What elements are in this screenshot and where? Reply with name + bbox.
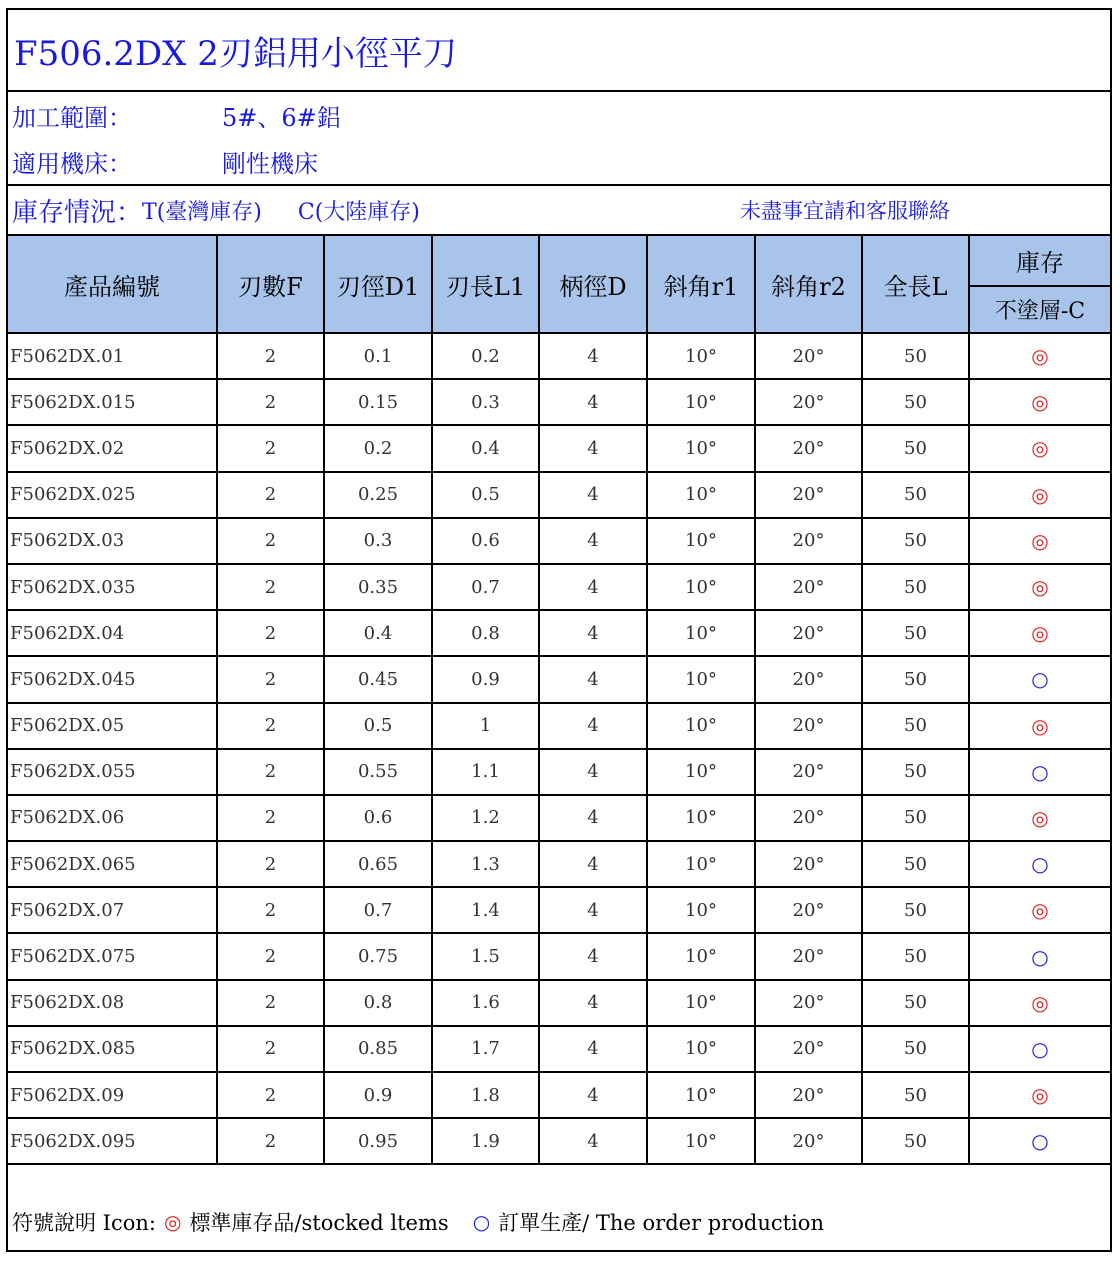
stocked-symbol-icon: ◎: [1031, 390, 1049, 415]
cell-d1: 0.9: [324, 1072, 432, 1118]
table-row: [8, 703, 1110, 749]
stocked-symbol-icon: ◎: [1031, 713, 1049, 738]
table-row: [8, 795, 1110, 841]
cell-length: 50: [862, 933, 969, 979]
machine-label: 適用機床：: [12, 149, 132, 178]
header-shank: 柄徑D: [539, 236, 647, 333]
cell-flutes: 2: [217, 610, 324, 656]
cell-shank: 4: [539, 841, 647, 887]
cell-code: F5062DX.07: [8, 887, 217, 933]
cell-stock: [969, 1072, 1110, 1118]
stocked-symbol-icon: ◎: [1031, 344, 1049, 369]
table-row: [8, 518, 1110, 564]
cell-r2: 20°: [755, 333, 862, 379]
order-symbol-icon: ○: [1031, 944, 1049, 969]
cell-flutes: 2: [217, 656, 324, 702]
cell-code: F5062DX.06: [8, 795, 217, 841]
cell-shank: 4: [539, 379, 647, 425]
cell-l1: 0.4: [432, 425, 539, 471]
cell-shank: 4: [539, 1118, 647, 1164]
header-flutes: 刃數F: [217, 236, 324, 333]
cell-code: F5062DX.065: [8, 841, 217, 887]
cell-r1: 10°: [647, 425, 755, 471]
cell-shank: 4: [539, 887, 647, 933]
cell-r2: 20°: [755, 518, 862, 564]
cell-flutes: 2: [217, 1072, 324, 1118]
order-symbol-icon: ○: [1031, 667, 1049, 692]
cell-flutes: 2: [217, 703, 324, 749]
cell-flutes: 2: [217, 980, 324, 1026]
cell-r2: 20°: [755, 379, 862, 425]
cell-r2: 20°: [755, 933, 862, 979]
cell-r1: 10°: [647, 656, 755, 702]
cell-r1: 10°: [647, 472, 755, 518]
cell-flutes: 2: [217, 749, 324, 795]
cell-length: 50: [862, 333, 969, 379]
legend: [8, 1194, 1110, 1250]
cell-shank: 4: [539, 610, 647, 656]
cell-stock: [969, 795, 1110, 841]
cell-r2: 20°: [755, 703, 862, 749]
cell-code: F5062DX.085: [8, 1026, 217, 1072]
cell-r1: 10°: [647, 1072, 755, 1118]
cell-l1: 1.3: [432, 841, 539, 887]
cell-code: F5062DX.05: [8, 703, 217, 749]
header-d1: 刃徑D1: [324, 236, 432, 333]
cell-flutes: 2: [217, 472, 324, 518]
cell-r1: 10°: [647, 749, 755, 795]
cell-r1: 10°: [647, 1118, 755, 1164]
cell-length: 50: [862, 1026, 969, 1072]
cell-stock: [969, 1026, 1110, 1072]
table-row: [8, 610, 1110, 656]
cell-l1: 1.6: [432, 980, 539, 1026]
table-row: [8, 379, 1110, 425]
stocked-symbol-icon: ◎: [1031, 1083, 1049, 1108]
order-symbol-icon: ○: [1031, 852, 1049, 877]
cell-shank: 4: [539, 1072, 647, 1118]
cell-d1: 0.35: [324, 564, 432, 610]
cell-stock: [969, 379, 1110, 425]
cell-code: F5062DX.02: [8, 425, 217, 471]
cell-r2: 20°: [755, 425, 862, 471]
cell-flutes: 2: [217, 1026, 324, 1072]
cell-length: 50: [862, 703, 969, 749]
cell-flutes: 2: [217, 564, 324, 610]
stocked-symbol-icon: ◎: [1031, 575, 1049, 600]
cell-code: F5062DX.01: [8, 333, 217, 379]
cell-r2: 20°: [755, 887, 862, 933]
cell-d1: 0.95: [324, 1118, 432, 1164]
cell-r2: 20°: [755, 472, 862, 518]
cell-flutes: 2: [217, 795, 324, 841]
cell-r2: 20°: [755, 1026, 862, 1072]
header-code: 產品編號: [8, 236, 217, 333]
cell-code: F5062DX.03: [8, 518, 217, 564]
table-row: [8, 472, 1110, 518]
stocked-symbol-icon: ◎: [1031, 528, 1049, 553]
cell-length: 50: [862, 564, 969, 610]
table-row: [8, 656, 1110, 702]
cell-shank: 4: [539, 472, 647, 518]
cell-shank: 4: [539, 980, 647, 1026]
table-row: [8, 1072, 1110, 1118]
product-table: [8, 236, 1110, 1165]
cell-r1: 10°: [647, 795, 755, 841]
cell-stock: [969, 980, 1110, 1026]
cell-r2: 20°: [755, 795, 862, 841]
cell-code: F5062DX.015: [8, 379, 217, 425]
table-row: [8, 564, 1110, 610]
cell-stock: [969, 518, 1110, 564]
cell-l1: 0.7: [432, 564, 539, 610]
cell-shank: 4: [539, 749, 647, 795]
cell-shank: 4: [539, 425, 647, 471]
cell-length: 50: [862, 749, 969, 795]
cell-code: F5062DX.08: [8, 980, 217, 1026]
stocked-symbol-icon: ◎: [1031, 621, 1049, 646]
cell-length: 50: [862, 610, 969, 656]
cell-r1: 10°: [647, 980, 755, 1026]
cell-r1: 10°: [647, 518, 755, 564]
cell-l1: 1.4: [432, 887, 539, 933]
cell-length: 50: [862, 887, 969, 933]
cell-d1: 0.5: [324, 703, 432, 749]
cell-length: 50: [862, 980, 969, 1026]
cell-d1: 0.2: [324, 425, 432, 471]
table-body: [8, 333, 1110, 1164]
cell-l1: 0.6: [432, 518, 539, 564]
cell-code: F5062DX.095: [8, 1118, 217, 1164]
cell-d1: 0.1: [324, 333, 432, 379]
cell-r2: 20°: [755, 841, 862, 887]
header-r1: 斜角r1: [647, 236, 755, 333]
header-r2: 斜角r2: [755, 236, 862, 333]
cell-l1: 0.3: [432, 379, 539, 425]
cell-shank: 4: [539, 518, 647, 564]
cell-l1: 0.2: [432, 333, 539, 379]
cell-l1: 1.5: [432, 933, 539, 979]
stock-label: 庫存情況：: [12, 197, 143, 228]
cell-r2: 20°: [755, 749, 862, 795]
cell-d1: 0.85: [324, 1026, 432, 1072]
header-stock-sub: 不塗層-C: [969, 286, 1110, 333]
cell-code: F5062DX.075: [8, 933, 217, 979]
cell-l1: 1.8: [432, 1072, 539, 1118]
cell-flutes: 2: [217, 933, 324, 979]
cell-r2: 20°: [755, 564, 862, 610]
stocked-symbol-icon: ◎: [1031, 990, 1049, 1015]
order-symbol-icon: ○: [1031, 1129, 1049, 1154]
table-row: [8, 1118, 1110, 1164]
info-machine: [8, 138, 1110, 184]
cell-shank: 4: [539, 564, 647, 610]
cell-code: F5062DX.09: [8, 1072, 217, 1118]
stock-china: C(大陸庫存): [297, 199, 420, 225]
cell-stock: [969, 610, 1110, 656]
cell-stock: [969, 656, 1110, 702]
cell-code: F5062DX.045: [8, 656, 217, 702]
table-row: [8, 933, 1110, 979]
header-length: 全長L: [862, 236, 969, 333]
cell-l1: 0.9: [432, 656, 539, 702]
cell-stock: [969, 887, 1110, 933]
stocked-symbol-icon: ◎: [163, 1210, 182, 1234]
cell-d1: 0.4: [324, 610, 432, 656]
header-l1: 刃長L1: [432, 236, 539, 333]
cell-r2: 20°: [755, 656, 862, 702]
table-row: [8, 841, 1110, 887]
cell-stock: [969, 749, 1110, 795]
cell-length: 50: [862, 841, 969, 887]
cell-r1: 10°: [647, 610, 755, 656]
contact-note: 未盡事宜請和客服聯絡: [740, 199, 950, 223]
cell-l1: 1.1: [432, 749, 539, 795]
cell-l1: 0.5: [432, 472, 539, 518]
order-symbol-icon: ○: [1031, 1036, 1049, 1061]
cell-stock: [969, 564, 1110, 610]
cell-r1: 10°: [647, 933, 755, 979]
cell-length: 50: [862, 379, 969, 425]
cell-stock: [969, 425, 1110, 471]
cell-flutes: 2: [217, 841, 324, 887]
stocked-symbol-icon: ◎: [1031, 805, 1049, 830]
table-row: [8, 425, 1110, 471]
cell-r2: 20°: [755, 980, 862, 1026]
order-symbol-icon: ○: [1031, 759, 1049, 784]
cell-r1: 10°: [647, 1026, 755, 1072]
cell-shank: 4: [539, 933, 647, 979]
cell-d1: 0.3: [324, 518, 432, 564]
cell-l1: 1.9: [432, 1118, 539, 1164]
order-symbol-icon: ○: [472, 1210, 491, 1234]
stocked-symbol-icon: ◎: [1031, 898, 1049, 923]
cell-r1: 10°: [647, 564, 755, 610]
cell-shank: 4: [539, 703, 647, 749]
cell-d1: 0.25: [324, 472, 432, 518]
cell-d1: 0.8: [324, 980, 432, 1026]
cell-stock: [969, 933, 1110, 979]
header-stock: 庫存: [969, 236, 1110, 286]
cell-l1: 1: [432, 703, 539, 749]
machine-value: 剛性機床: [222, 149, 318, 178]
cell-flutes: 2: [217, 379, 324, 425]
cell-flutes: 2: [217, 1118, 324, 1164]
cell-code: F5062DX.035: [8, 564, 217, 610]
cell-code: F5062DX.025: [8, 472, 217, 518]
cell-r2: 20°: [755, 1118, 862, 1164]
cell-r2: 20°: [755, 1072, 862, 1118]
product-sheet: [6, 8, 1112, 1252]
range-label: 加工範圍：: [12, 103, 132, 132]
stocked-symbol-icon: ◎: [1031, 482, 1049, 507]
cell-d1: 0.7: [324, 887, 432, 933]
info-range: [8, 92, 1110, 138]
cell-length: 50: [862, 472, 969, 518]
cell-length: 50: [862, 1118, 969, 1164]
cell-length: 50: [862, 1072, 969, 1118]
cell-flutes: 2: [217, 425, 324, 471]
cell-length: 50: [862, 425, 969, 471]
legend-label: 符號說明 Icon:: [12, 1211, 156, 1235]
table-row: [8, 980, 1110, 1026]
cell-l1: 0.8: [432, 610, 539, 656]
table-row: [8, 749, 1110, 795]
cell-length: 50: [862, 795, 969, 841]
cell-shank: 4: [539, 795, 647, 841]
cell-shank: 4: [539, 1026, 647, 1072]
cell-length: 50: [862, 656, 969, 702]
cell-flutes: 2: [217, 887, 324, 933]
cell-code: F5062DX.055: [8, 749, 217, 795]
cell-d1: 0.55: [324, 749, 432, 795]
cell-d1: 0.75: [324, 933, 432, 979]
cell-d1: 0.45: [324, 656, 432, 702]
cell-stock: [969, 703, 1110, 749]
cell-shank: 4: [539, 656, 647, 702]
cell-stock: [969, 472, 1110, 518]
cell-r1: 10°: [647, 887, 755, 933]
cell-length: 50: [862, 518, 969, 564]
cell-stock: [969, 1118, 1110, 1164]
legend-stocked-text: 標準庫存品/stocked ltems: [189, 1211, 449, 1235]
cell-r1: 10°: [647, 379, 755, 425]
table-row: [8, 333, 1110, 379]
page-title: F506.2DX 2刃鋁用小徑平刀: [8, 10, 1110, 92]
table-row: [8, 887, 1110, 933]
cell-d1: 0.65: [324, 841, 432, 887]
cell-r1: 10°: [647, 841, 755, 887]
cell-shank: 4: [539, 333, 647, 379]
cell-l1: 1.7: [432, 1026, 539, 1072]
stocked-symbol-icon: ◎: [1031, 436, 1049, 461]
cell-stock: [969, 333, 1110, 379]
cell-flutes: 2: [217, 518, 324, 564]
cell-code: F5062DX.04: [8, 610, 217, 656]
cell-stock: [969, 841, 1110, 887]
cell-d1: 0.15: [324, 379, 432, 425]
cell-l1: 1.2: [432, 795, 539, 841]
cell-r2: 20°: [755, 610, 862, 656]
stock-status: [8, 186, 1110, 236]
range-value: 5#、6#鋁: [222, 103, 341, 132]
table-row: [8, 1026, 1110, 1072]
legend-order-text: 訂單生產/ The order production: [498, 1211, 824, 1235]
cell-flutes: 2: [217, 333, 324, 379]
stock-taiwan: T(臺灣庫存): [142, 199, 262, 225]
cell-r1: 10°: [647, 333, 755, 379]
info-section: [8, 92, 1110, 186]
cell-d1: 0.6: [324, 795, 432, 841]
cell-r1: 10°: [647, 703, 755, 749]
